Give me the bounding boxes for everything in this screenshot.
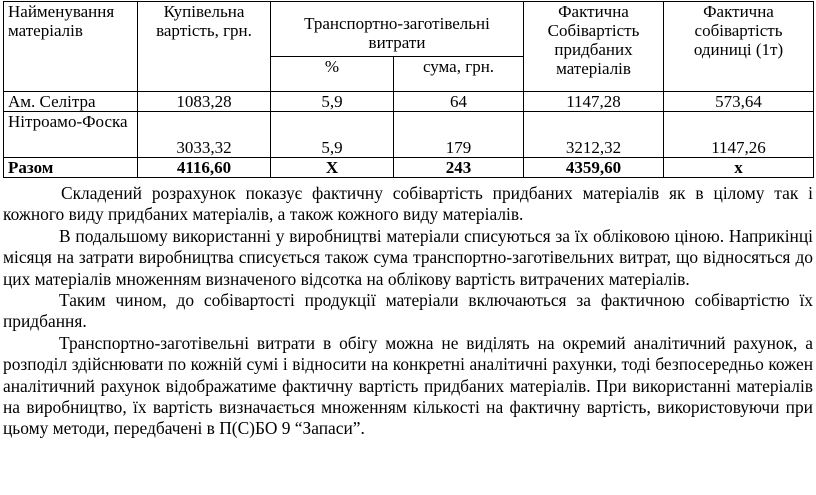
header-name: Найменування матеріалів xyxy=(4,2,138,92)
paragraph: Таким чином, до собівартості продукції матеріали включаються за фактичною собівартістю їх придбання. xyxy=(3,290,813,332)
cell-sum: 179 xyxy=(394,112,524,158)
cell-percent: 5,9 xyxy=(271,112,394,158)
cell-percent: 5,9 xyxy=(271,92,394,112)
cell-name: Нітроамо-Фоска xyxy=(4,112,138,158)
body-text xyxy=(3,183,813,440)
cell-actual: 3212,32 xyxy=(524,112,664,158)
header-purchase-cost: Купівельна вартість, грн. xyxy=(138,2,271,92)
table-row xyxy=(4,112,814,158)
total-sum: 243 xyxy=(394,158,524,178)
table-row xyxy=(4,92,814,112)
total-actual: 4359,60 xyxy=(524,158,664,178)
paragraph: Складений розрахунок показує фактичну собівартість придбаних матеріалів як в цілому так і кожного виду придбаних матеріалів, а також кожного виду матеріалів. xyxy=(3,183,813,225)
header-transport-costs: Транспортно-заготівельні витрати xyxy=(271,2,524,57)
total-label: Разом xyxy=(4,158,138,178)
total-purchase: 4116,60 xyxy=(138,158,271,178)
cell-purchase: 3033,32 xyxy=(138,112,271,158)
cell-unit: 573,64 xyxy=(664,92,814,112)
header-transport-percent: % xyxy=(271,57,394,92)
header-unit-cost: Фактична собівартість одиниці (1т) xyxy=(664,2,814,92)
cell-purchase: 1083,28 xyxy=(138,92,271,112)
cell-unit: 1147,26 xyxy=(664,112,814,158)
total-percent: Х xyxy=(271,158,394,178)
total-unit: х xyxy=(664,158,814,178)
paragraph: Транспортно-заготівельні витрати в обігу можна не виділять на окремий аналітичний рахунок, а розподіл здійснювати по кожній сумі і відносити на конкретні аналітичні рахунки, тоді безпосередньо кожен аналітичний рахунок відображатиме фактичну вартість придбаних матеріалів. При використанні матеріалів на виробництво, їх вартість визначається множенням кількості на фактичну вартість, використовуючи при цьому методи, передбачені в П(С)БО 9 “Запаси”. xyxy=(3,332,813,439)
cell-sum: 64 xyxy=(394,92,524,112)
header-transport-sum: сума, грн. xyxy=(394,57,524,92)
table-total-row xyxy=(4,158,814,178)
cell-actual: 1147,28 xyxy=(524,92,664,112)
header-actual-cost: Фактична Собівартість придбаних матеріалів xyxy=(524,2,664,92)
cell-name: Ам. Селітра xyxy=(4,92,138,112)
paragraph: В подальшому використанні у виробництві матеріали списуються за їх обліковою ціною. Наприкінці місяця на затрати виробництва списується також сума транспортно-заготівельних витрат, що відносяться до цих матеріалів множенням визначеного відсотка на облікову вартість витрачених матеріалів. xyxy=(3,225,813,289)
materials-cost-table xyxy=(3,1,814,178)
